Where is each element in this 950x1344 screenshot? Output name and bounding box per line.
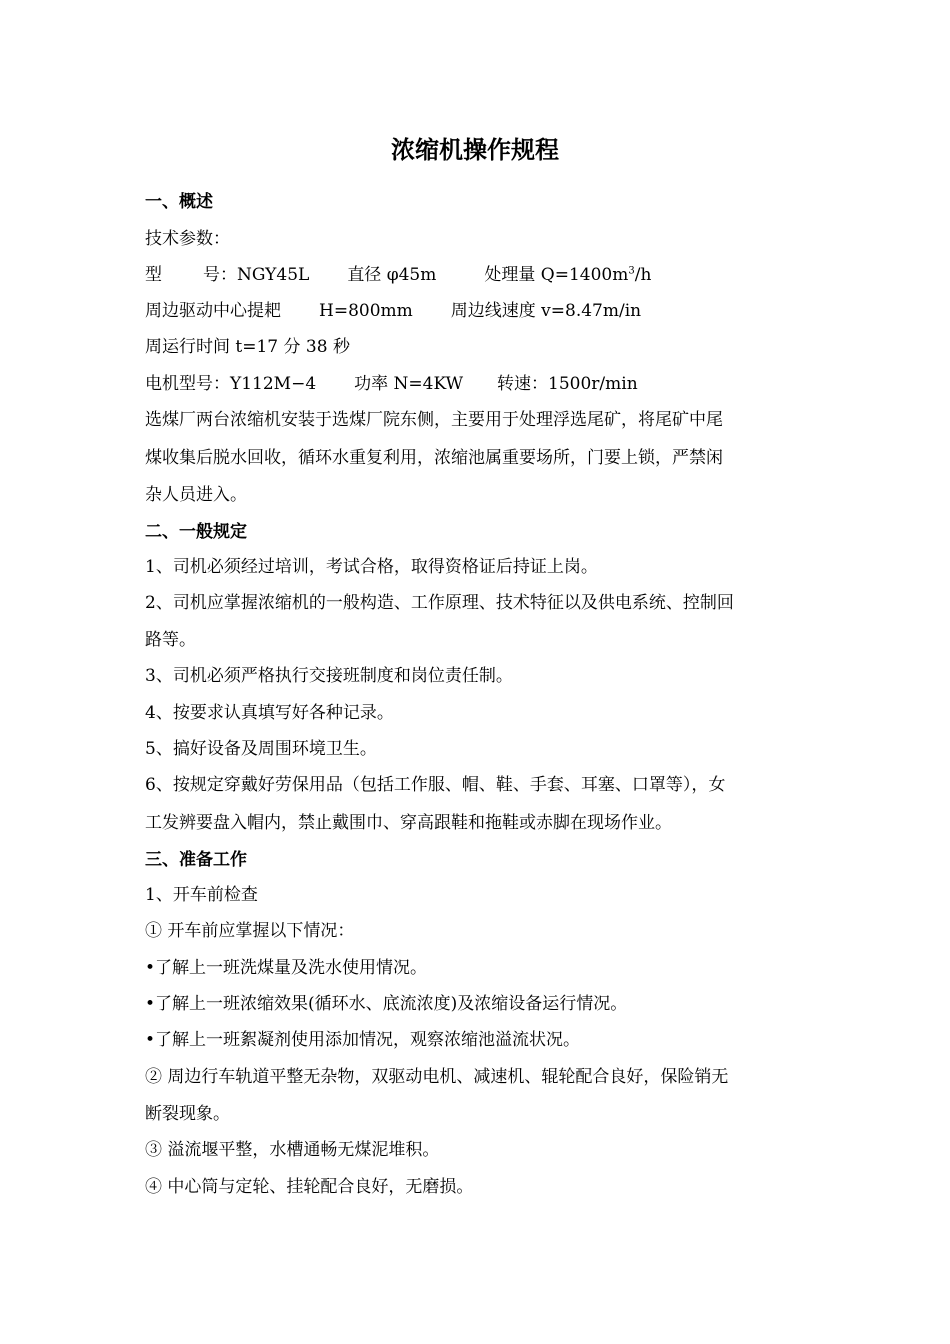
check-item: ③ 溢流堰平整，水槽通畅无煤泥堆积。 xyxy=(145,1140,440,1160)
speed-value: 周边线速度 v=8.47m/in xyxy=(450,301,642,321)
rule-item: 4、按要求认真填写好各种记录。 xyxy=(145,703,394,723)
subsection-heading: 1、开车前检查 xyxy=(145,885,258,905)
section-heading-general-rules: 二、一般规定 xyxy=(145,522,247,542)
rule-item-continued: 工发辨要盘入帽内，禁止戴围巾、穿高跟鞋和拖鞋或赤脚在现场作业。 xyxy=(145,813,672,833)
description-line: 杂人员进入。 xyxy=(145,485,247,505)
rule-item: 2、司机应掌握浓缩机的一般构造、工作原理、技术特征以及供电系统、控制回 xyxy=(145,593,734,613)
cycle-time: 周运行时间 t=17 分 38 秒 xyxy=(145,337,350,357)
model-label: 型 xyxy=(145,265,162,285)
rpm-value: 转速：1500r/min xyxy=(497,374,638,394)
rule-item: 6、按规定穿戴好劳保用品（包括工作服、帽、鞋、手套、耳塞、口罩等），女 xyxy=(145,775,726,795)
capacity-value: 处理量 $Q=1400m^3/h$ xyxy=(484,265,652,285)
bullet-item: •了解上一班絮凝剂使用添加情况，观察浓缩池溢流状况。 xyxy=(145,1030,581,1050)
check-item: ① 开车前应掌握以下情况： xyxy=(145,921,355,941)
check-item: ④ 中心筒与定轮、挂轮配合良好，无磨损。 xyxy=(145,1177,474,1197)
lift-label: 周边驱动中心提耙 xyxy=(145,301,281,321)
section-heading-preparation: 三、准备工作 xyxy=(145,850,247,870)
diameter-value: 直径 φ45m xyxy=(347,265,437,285)
motor-model: 电机型号：Y112M−4 xyxy=(145,374,317,394)
description-line: 选煤厂两台浓缩机安装于选煤厂院东侧，主要用于处理浮选尾矿，将尾矿中尾 xyxy=(145,410,723,430)
power-value: 功率 N=4KW xyxy=(354,374,464,394)
tech-params-label: 技术参数： xyxy=(145,229,230,249)
rule-item-continued: 路等。 xyxy=(145,630,196,650)
params-row-drive xyxy=(145,299,641,323)
check-item-continued: 断裂现象。 xyxy=(145,1104,230,1124)
params-row-motor xyxy=(145,372,638,396)
rule-item: 1、司机必须经过培训，考试合格，取得资格证后持证上岗。 xyxy=(145,557,598,577)
document-title: 浓缩机操作规程 xyxy=(391,136,559,164)
check-item: ② 周边行车轨道平整无杂物，双驱动电机、减速机、辊轮配合良好，保险销无 xyxy=(145,1067,729,1087)
rule-item: 3、司机必须严格执行交接班制度和岗位责任制。 xyxy=(145,666,513,686)
height-value: H=800mm xyxy=(319,301,413,321)
bullet-item: •了解上一班浓缩效果(循环水、底流浓度)及浓缩设备运行情况。 xyxy=(145,994,628,1014)
rule-item: 5、搞好设备及周围环境卫生。 xyxy=(145,739,377,759)
section-heading-overview: 一、概述 xyxy=(145,192,213,212)
params-row-model xyxy=(145,263,651,287)
model-value: 号：NGY45L xyxy=(203,265,310,285)
bullet-item: •了解上一班洗煤量及洗水使用情况。 xyxy=(145,958,428,978)
description-line: 煤收集后脱水回收，循环水重复利用，浓缩池属重要场所，门要上锁，严禁闲 xyxy=(145,448,723,468)
